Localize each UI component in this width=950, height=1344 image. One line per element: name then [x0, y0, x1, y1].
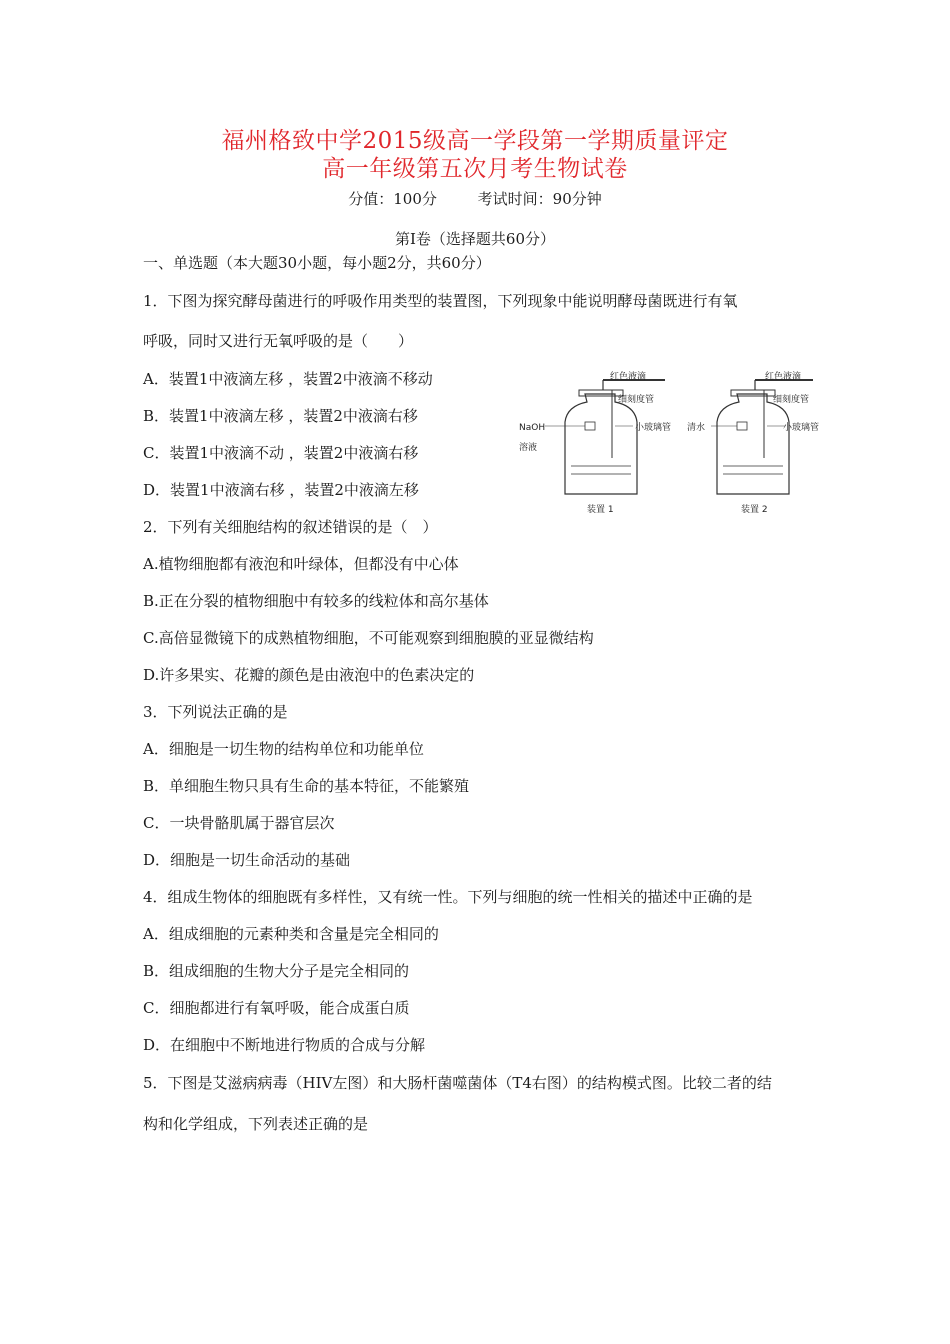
q1-option-d: D．装置1中液滴右移 ，装置2中液滴左移	[143, 481, 419, 499]
q2-option-c: C.高倍显微镜下的成熟植物细胞，不可能观察到细胞膜的亚显微结构	[143, 629, 594, 647]
q5-stem-a: 5．下图是艾滋病病毒（HIV左图）和大肠杆菌噬菌体（T4右图）的结构模式图。比较二者的结	[143, 1074, 772, 1092]
label-small-tube-2: 小玻璃管	[783, 423, 820, 433]
score-label: 分值：100分	[348, 190, 437, 208]
q1-stem-b: 呼吸，同时又进行无氧呼吸的是（ ）	[143, 332, 414, 350]
q1-option-c: C．装置1中液滴不动 ，装置2中液滴右移	[143, 444, 419, 462]
q4-stem: 4．组成生物体的细胞既有多样性，又有统一性。下列与细胞的统一性相关的描述中正确的是	[143, 888, 753, 906]
q2-option-d: D.许多果实、花瓣的颜色是由液泡中的色素决定的	[143, 666, 475, 684]
q3-option-d: D．细胞是一切生命活动的基础	[143, 851, 351, 869]
label-tube-2: 细刻度管	[773, 395, 810, 405]
part-heading: 一、单选题（本大题30小题，每小题2分，共60分）	[143, 254, 491, 272]
label-naoh-2: 溶液	[519, 443, 538, 453]
q1-option-a: A．装置1中液滴左移 ，装置2中液滴不移动	[143, 370, 433, 388]
q4-option-c: C．细胞都进行有氧呼吸，能合成蛋白质	[143, 999, 410, 1017]
apparatus-diagram	[515, 366, 820, 516]
exam-meta	[0, 188, 950, 209]
q3-stem: 3．下列说法正确的是	[143, 703, 288, 721]
q4-option-b: B．组成细胞的生物大分子是完全相同的	[143, 962, 410, 980]
q1-option-b: B．装置1中液滴左移 ，装置2中液滴右移	[143, 407, 418, 425]
q3-option-a: A．细胞是一切生物的结构单位和功能单位	[143, 740, 424, 758]
time-label: 考试时间：90分钟	[477, 190, 602, 208]
q4-option-a: A．组成细胞的元素种类和含量是完全相同的	[143, 925, 439, 943]
label-device-2: 装置 2	[741, 505, 768, 515]
q3-option-c: C．一块骨骼肌属于器官层次	[143, 814, 335, 832]
label-naoh-1: NaOH	[519, 423, 546, 433]
exam-title-line2: 高一年级第五次月考生物试卷	[322, 156, 628, 182]
label-water: 清水	[687, 423, 706, 433]
q1-stem-a: 1．下图为探究酵母菌进行的呼吸作用类型的装置图，下列现象中能说明酵母菌既进行有氧	[143, 292, 738, 310]
q2-stem: 2．下列有关细胞结构的叙述错误的是（ ）	[143, 518, 438, 536]
q5-stem-b: 构和化学组成，下列表述正确的是	[143, 1115, 369, 1133]
label-small-tube-1: 小玻璃管	[635, 423, 672, 433]
yeast-respiration-figure	[515, 366, 820, 516]
q4-option-d: D．在细胞中不断地进行物质的合成与分解	[143, 1036, 426, 1054]
label-red-drop-1: 红色液滴	[610, 372, 647, 382]
label-device-1: 装置 1	[587, 505, 614, 515]
q2-option-a: A.植物细胞都有液泡和叶绿体，但都没有中心体	[143, 555, 459, 573]
label-red-drop-2: 红色液滴	[765, 372, 802, 382]
q2-option-b: B.正在分裂的植物细胞中有较多的线粒体和高尔基体	[143, 592, 489, 610]
exam-title-line1: 福州格致中学2015级高一学段第一学期质量评定	[221, 128, 729, 154]
q3-option-b: B．单细胞生物只具有生命的基本特征，不能繁殖	[143, 777, 470, 795]
volume-heading: 第Ⅰ卷（选择题共60分）	[394, 230, 555, 248]
label-tube-1: 细刻度管	[618, 395, 655, 405]
